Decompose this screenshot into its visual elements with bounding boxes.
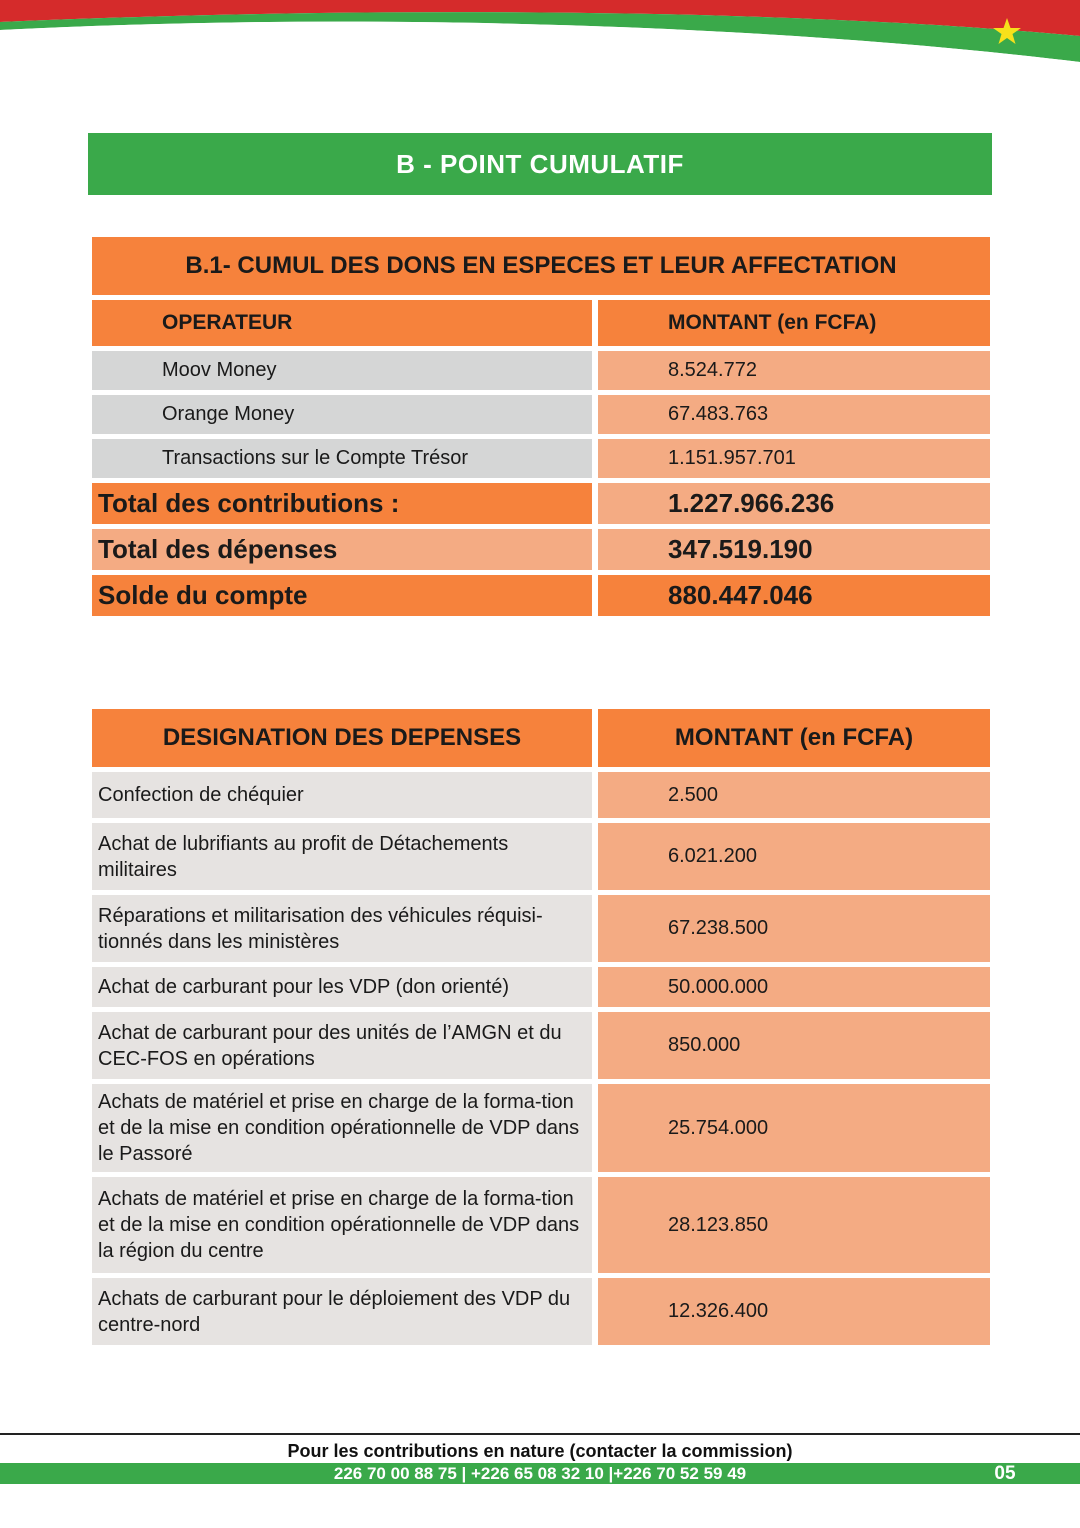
total-amount: 1.227.966.236 — [598, 483, 990, 524]
total-label: Total des dépenses — [92, 529, 592, 570]
table-row — [92, 1278, 990, 1345]
designation-cell: Achat de lubrifiants au profit de Détachements militaires — [92, 823, 592, 890]
designation-cell: Réparations et militarisation des véhicules réquisi-tionnés dans les ministères — [92, 895, 592, 962]
header-operator: OPERATEUR — [92, 300, 592, 346]
amount-cell: 1.151.957.701 — [598, 439, 990, 478]
amount-cell: 25.754.000 — [598, 1084, 990, 1172]
table-row — [92, 439, 990, 478]
designation-cell: Achats de matériel et prise en charge de la forma-tion et de la mise en condition opérationnelle de VDP dans la région du centre — [92, 1177, 592, 1273]
amount-cell: 8.524.772 — [598, 351, 990, 390]
table-row — [92, 895, 990, 962]
amount-cell: 12.326.400 — [598, 1278, 990, 1345]
expenses-table — [86, 704, 996, 1350]
section-title: B - POINT CUMULATIF — [88, 133, 992, 195]
amount-cell: 2.500 — [598, 772, 990, 818]
table-row — [92, 1177, 990, 1273]
footer-note: Pour les contributions en nature (contacter la commission) — [287, 1441, 793, 1461]
table-row — [92, 1012, 990, 1079]
total-contributions-row — [92, 483, 990, 524]
amount-cell: 850.000 — [598, 1012, 990, 1079]
header-amount: MONTANT (en FCFA) — [598, 300, 990, 346]
account-balance-row — [92, 575, 990, 616]
header-amount: MONTANT (en FCFA) — [598, 709, 990, 767]
operator-cell: Orange Money — [92, 395, 592, 434]
total-label: Total des contributions : — [92, 483, 592, 524]
table-row — [92, 772, 990, 818]
total-amount: 880.447.046 — [598, 575, 990, 616]
flag-header-decoration — [0, 0, 1080, 70]
total-amount: 347.519.190 — [598, 529, 990, 570]
designation-cell: Confection de chéquier — [92, 772, 592, 818]
page-number: 05 — [994, 1463, 1016, 1484]
header-designation: DESIGNATION DES DEPENSES — [92, 709, 592, 767]
amount-cell: 6.021.200 — [598, 823, 990, 890]
designation-cell: Achat de carburant pour des unités de l’AMGN et du CEC-FOS en opérations — [92, 1012, 592, 1079]
amount-cell: 67.238.500 — [598, 895, 990, 962]
operator-cell: Moov Money — [92, 351, 592, 390]
designation-cell: Achat de carburant pour les VDP (don orienté) — [92, 967, 592, 1007]
amount-cell: 50.000.000 — [598, 967, 990, 1007]
footer-phones: 226 70 00 88 75 | +226 65 08 32 10 |+226 70 52 59 49 — [333, 1464, 747, 1483]
table-title: B.1- CUMUL DES DONS EN ESPECES ET LEUR AFFECTATION — [92, 237, 990, 295]
table-row — [92, 1084, 990, 1172]
total-expenses-row — [92, 529, 990, 570]
table-row — [92, 823, 990, 890]
donations-table — [86, 232, 996, 621]
designation-cell: Achats de carburant pour le déploiement des VDP du centre-nord — [92, 1278, 592, 1345]
amount-cell: 67.483.763 — [598, 395, 990, 434]
amount-cell: 28.123.850 — [598, 1177, 990, 1273]
table-row — [92, 395, 990, 434]
designation-cell: Achats de matériel et prise en charge de la forma-tion et de la mise en condition opérationnelle de VDP dans le Passoré — [92, 1084, 592, 1172]
operator-cell: Transactions sur le Compte Trésor — [92, 439, 592, 478]
table-row — [92, 351, 990, 390]
footer-divider — [0, 1433, 1080, 1435]
total-label: Solde du compte — [92, 575, 592, 616]
table-row — [92, 967, 990, 1007]
